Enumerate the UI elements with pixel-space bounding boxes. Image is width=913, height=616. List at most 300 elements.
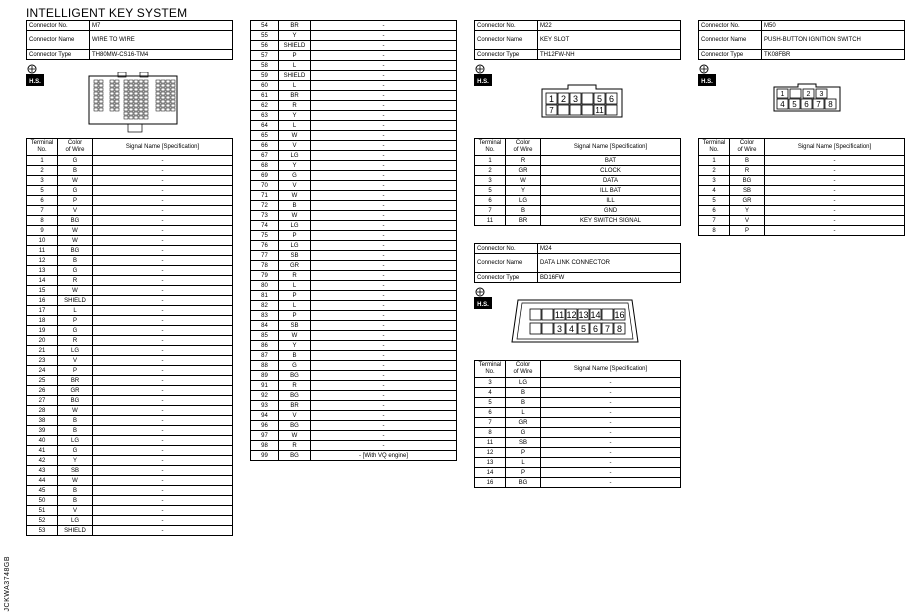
- table-row: [251, 371, 457, 381]
- table-row: [27, 246, 233, 256]
- terminal-no-cell: 42: [27, 456, 58, 466]
- terminal-no-cell: 12: [475, 448, 506, 458]
- document-code: JCKWA3748GB: [4, 556, 11, 612]
- pin-number: 7: [604, 324, 611, 334]
- terminal-no-cell: 2: [27, 166, 58, 176]
- label-connector-type: Connector Type: [475, 50, 538, 60]
- terminal-no-cell: 74: [251, 221, 279, 231]
- m50-connector-name: PUSH-BUTTON IGNITION SWITCH: [762, 31, 905, 50]
- terminal-no-cell: 99: [251, 451, 279, 461]
- wire-color-cell: R: [58, 336, 93, 346]
- terminal-no-cell: 15: [27, 286, 58, 296]
- terminal-no-cell: 40: [27, 436, 58, 446]
- wire-color-cell: V: [279, 181, 311, 191]
- terminal-no-cell: 43: [27, 466, 58, 476]
- m7-info: [26, 20, 233, 60]
- signal-name-cell: -: [93, 166, 233, 176]
- wire-color-cell: B: [58, 166, 93, 176]
- terminal-no-cell: 18: [27, 316, 58, 326]
- terminal-no-cell: 53: [27, 526, 58, 536]
- wire-color-cell: BG: [730, 176, 765, 186]
- signal-name-cell: -: [93, 376, 233, 386]
- table-row: [27, 256, 233, 266]
- signal-name-cell: -: [93, 416, 233, 426]
- m7-connector-type: TH80MW-CS16-TM4: [90, 50, 233, 60]
- wire-color-cell: SB: [730, 186, 765, 196]
- m24-connector-name: DATA LINK CONNECTOR: [538, 254, 681, 273]
- terminal-no-cell: 52: [27, 516, 58, 526]
- terminal-no-cell: 19: [27, 326, 58, 336]
- signal-name-cell: -: [765, 176, 905, 186]
- label-connector-no: Connector No.: [475, 21, 538, 31]
- wire-color-cell: W: [58, 236, 93, 246]
- wire-color-cell: SB: [506, 438, 541, 448]
- signal-name-cell: -: [541, 408, 681, 418]
- color-header: Color of Wire: [58, 139, 93, 156]
- pin-number: 4: [780, 100, 785, 109]
- table-row: [251, 221, 457, 231]
- wire-color-cell: G: [506, 428, 541, 438]
- terminal-no-cell: 7: [699, 216, 730, 226]
- table-row: [251, 401, 457, 411]
- table-row: [251, 31, 457, 41]
- terminal-no-cell: 5: [699, 196, 730, 206]
- signal-name-cell: -: [311, 151, 457, 161]
- table-row: [27, 306, 233, 316]
- terminal-no-cell: 45: [27, 486, 58, 496]
- pin-number: 7: [816, 100, 821, 109]
- table-row: [475, 216, 681, 226]
- m50-connector-no: M50: [762, 21, 905, 31]
- signal-name-cell: -: [311, 421, 457, 431]
- terminal-no-cell: 54: [251, 21, 279, 31]
- signal-name-cell: -: [93, 196, 233, 206]
- table-row: [475, 378, 681, 388]
- wire-color-cell: Y: [279, 111, 311, 121]
- signal-name-cell: -: [765, 156, 905, 166]
- wire-color-cell: SHIELD: [279, 71, 311, 81]
- terminal-no-cell: 77: [251, 251, 279, 261]
- signal-name-cell: -: [311, 441, 457, 451]
- pin-cavity: [582, 93, 593, 104]
- terminal-no-cell: 5: [475, 398, 506, 408]
- wire-color-cell: W: [506, 176, 541, 186]
- terminal-no-cell: 7: [475, 206, 506, 216]
- table-row: [27, 276, 233, 286]
- terminal-no-cell: 71: [251, 191, 279, 201]
- signal-name-cell: -: [311, 331, 457, 341]
- terminal-no-cell: 1: [27, 156, 58, 166]
- wire-color-cell: LG: [506, 196, 541, 206]
- signal-header: Signal Name [Specification]: [541, 139, 681, 156]
- table-row: [251, 41, 457, 51]
- signal-name-cell: -: [93, 516, 233, 526]
- terminal-no-header: Terminal No.: [475, 361, 506, 378]
- pin-cavity: [530, 323, 541, 334]
- wire-color-cell: W: [58, 226, 93, 236]
- signal-name-cell: -: [93, 316, 233, 326]
- signal-name-cell: -: [765, 216, 905, 226]
- signal-name-cell: GND: [541, 206, 681, 216]
- pin-cavity: [790, 89, 801, 98]
- wire-color-cell: B: [730, 156, 765, 166]
- terminal-no-cell: 4: [475, 388, 506, 398]
- terminal-no-cell: 6: [475, 196, 506, 206]
- wire-color-cell: W: [58, 406, 93, 416]
- signal-name-cell: -: [93, 406, 233, 416]
- signal-name-cell: -: [93, 276, 233, 286]
- signal-name-cell: - [With VQ engine]: [311, 451, 457, 461]
- wire-color-cell: Y: [279, 341, 311, 351]
- wire-color-cell: BG: [279, 391, 311, 401]
- table-row: [251, 101, 457, 111]
- wire-color-cell: P: [58, 196, 93, 206]
- wire-color-cell: W: [279, 131, 311, 141]
- table-row: [27, 186, 233, 196]
- terminal-no-cell: 3: [475, 378, 506, 388]
- terminal-no-cell: 70: [251, 181, 279, 191]
- table-row: [27, 156, 233, 166]
- signal-name-cell: -: [311, 221, 457, 231]
- terminal-no-cell: 28: [27, 406, 58, 416]
- table-row: [251, 251, 457, 261]
- table-row: [27, 176, 233, 186]
- m7-terminal-table-b: [250, 20, 457, 461]
- terminal-no-cell: 97: [251, 431, 279, 441]
- table-row: [27, 326, 233, 336]
- wire-color-cell: LG: [506, 378, 541, 388]
- wire-color-cell: W: [58, 176, 93, 186]
- terminal-no-cell: 25: [27, 376, 58, 386]
- wire-color-cell: Y: [506, 186, 541, 196]
- terminal-no-cell: 98: [251, 441, 279, 451]
- wire-color-cell: B: [506, 206, 541, 216]
- signal-header: Signal Name [Specification]: [541, 361, 681, 378]
- terminal-no-cell: 91: [251, 381, 279, 391]
- wire-color-cell: B: [506, 388, 541, 398]
- signal-name-cell: ILL BAT: [541, 186, 681, 196]
- hs-icon: [26, 64, 44, 86]
- wire-color-cell: L: [506, 408, 541, 418]
- wire-color-cell: SB: [58, 466, 93, 476]
- signal-name-cell: -: [311, 381, 457, 391]
- table-row: [251, 311, 457, 321]
- pin-number: 13: [578, 310, 589, 320]
- wire-color-cell: Y: [730, 206, 765, 216]
- signal-name-cell: -: [93, 176, 233, 186]
- wire-color-cell: SHIELD: [58, 296, 93, 306]
- table-row: [475, 458, 681, 468]
- terminal-no-cell: 93: [251, 401, 279, 411]
- signal-name-cell: -: [541, 388, 681, 398]
- wire-color-cell: BR: [279, 21, 311, 31]
- table-row: [251, 331, 457, 341]
- terminal-no-cell: 11: [27, 246, 58, 256]
- pin-number: 5: [580, 324, 587, 334]
- table-row: [251, 291, 457, 301]
- table-row: [27, 506, 233, 516]
- pin-number: 1: [548, 94, 555, 104]
- terminal-no-header: Terminal No.: [475, 139, 506, 156]
- pin-number: 6: [804, 100, 809, 109]
- terminal-no-cell: 9: [27, 226, 58, 236]
- signal-name-cell: DATA: [541, 176, 681, 186]
- signal-name-cell: -: [541, 448, 681, 458]
- label-connector-no: Connector No.: [27, 21, 90, 31]
- wire-color-cell: R: [279, 271, 311, 281]
- signal-name-cell: -: [311, 191, 457, 201]
- terminal-no-cell: 60: [251, 81, 279, 91]
- terminal-no-cell: 82: [251, 301, 279, 311]
- table-row: [251, 411, 457, 421]
- signal-name-cell: -: [311, 401, 457, 411]
- table-row: [251, 361, 457, 371]
- signal-name-cell: -: [93, 476, 233, 486]
- label-connector-name: Connector Name: [475, 254, 538, 273]
- wire-color-cell: BG: [58, 216, 93, 226]
- terminal-no-cell: 5: [27, 186, 58, 196]
- terminal-no-cell: 96: [251, 421, 279, 431]
- wire-color-cell: R: [506, 156, 541, 166]
- terminal-no-cell: 14: [27, 276, 58, 286]
- wire-color-cell: BG: [58, 396, 93, 406]
- signal-name-cell: -: [541, 458, 681, 468]
- signal-name-cell: -: [93, 496, 233, 506]
- table-row: [251, 351, 457, 361]
- terminal-no-cell: 88: [251, 361, 279, 371]
- wire-color-cell: V: [279, 411, 311, 421]
- signal-name-cell: -: [541, 468, 681, 478]
- signal-name-cell: -: [93, 186, 233, 196]
- wire-color-cell: LG: [279, 241, 311, 251]
- table-row: [251, 391, 457, 401]
- table-row: [27, 166, 233, 176]
- terminal-no-cell: 67: [251, 151, 279, 161]
- signal-name-cell: CLOCK: [541, 166, 681, 176]
- pin-number: 8: [828, 100, 833, 109]
- wire-color-cell: P: [730, 226, 765, 236]
- wire-color-cell: GR: [279, 261, 311, 271]
- signal-name-cell: -: [93, 236, 233, 246]
- terminal-no-cell: 72: [251, 201, 279, 211]
- terminal-no-cell: 3: [27, 176, 58, 186]
- wire-color-cell: GR: [506, 418, 541, 428]
- terminal-no-cell: 39: [27, 426, 58, 436]
- terminal-no-cell: 44: [27, 476, 58, 486]
- signal-name-cell: -: [541, 478, 681, 488]
- wire-color-cell: SB: [279, 321, 311, 331]
- pin-number: 6: [608, 94, 615, 104]
- wire-color-cell: GR: [506, 166, 541, 176]
- m50-connector-type: TK08FBR: [762, 50, 905, 60]
- signal-name-cell: -: [311, 181, 457, 191]
- terminal-no-cell: 68: [251, 161, 279, 171]
- table-row: [27, 296, 233, 306]
- terminal-no-cell: 41: [27, 446, 58, 456]
- signal-name-cell: -: [311, 301, 457, 311]
- wire-color-cell: LG: [279, 221, 311, 231]
- wire-color-cell: GR: [730, 196, 765, 206]
- wire-color-cell: W: [279, 431, 311, 441]
- wire-color-cell: W: [58, 476, 93, 486]
- terminal-no-cell: 2: [475, 166, 506, 176]
- wire-color-cell: P: [279, 291, 311, 301]
- signal-name-cell: -: [93, 286, 233, 296]
- wire-color-cell: Y: [279, 161, 311, 171]
- m24-connector-type: BD16FW: [538, 273, 681, 283]
- wire-color-cell: LG: [58, 346, 93, 356]
- terminal-no-cell: 13: [27, 266, 58, 276]
- wire-color-cell: GR: [58, 386, 93, 396]
- signal-name-cell: -: [93, 156, 233, 166]
- signal-name-cell: -: [311, 91, 457, 101]
- label-connector-no: Connector No.: [475, 244, 538, 254]
- signal-name-cell: -: [765, 206, 905, 216]
- terminal-no-cell: 8: [475, 428, 506, 438]
- table-row: [27, 346, 233, 356]
- wire-color-cell: R: [279, 441, 311, 451]
- terminal-no-cell: 94: [251, 411, 279, 421]
- signal-name-cell: -: [93, 396, 233, 406]
- terminal-no-cell: 3: [475, 176, 506, 186]
- table-row: [27, 316, 233, 326]
- wire-color-cell: BG: [506, 478, 541, 488]
- table-row: [699, 176, 905, 186]
- label-connector-name: Connector Name: [699, 31, 762, 50]
- svg-text:H.S.: H.S.: [477, 79, 489, 85]
- terminal-no-cell: 50: [27, 496, 58, 506]
- signal-name-cell: -: [93, 366, 233, 376]
- table-row: [475, 186, 681, 196]
- table-row: [699, 226, 905, 236]
- terminal-no-cell: 13: [475, 458, 506, 468]
- pin-cavity: [582, 105, 593, 115]
- terminal-no-cell: 6: [27, 196, 58, 206]
- table-row: [475, 478, 681, 488]
- wire-color-cell: BR: [506, 216, 541, 226]
- signal-name-cell: -: [311, 71, 457, 81]
- table-row: [27, 396, 233, 406]
- wire-color-cell: G: [58, 266, 93, 276]
- wire-color-cell: W: [279, 191, 311, 201]
- m24-terminal-table: [474, 360, 681, 488]
- table-row: [27, 386, 233, 396]
- pin-number: 8: [616, 324, 623, 334]
- table-row: [251, 421, 457, 431]
- table-row: [27, 436, 233, 446]
- wire-color-cell: B: [279, 201, 311, 211]
- table-row: [251, 21, 457, 31]
- signal-name-cell: -: [311, 41, 457, 51]
- wire-color-cell: P: [506, 468, 541, 478]
- terminal-no-cell: 64: [251, 121, 279, 131]
- table-row: [251, 241, 457, 251]
- signal-name-cell: -: [93, 296, 233, 306]
- signal-name-cell: -: [541, 438, 681, 448]
- table-row: [251, 211, 457, 221]
- terminal-no-cell: 3: [699, 176, 730, 186]
- m24-info: [474, 243, 681, 283]
- m50-info: [698, 20, 905, 60]
- m7-terminal-table-a: [26, 138, 233, 536]
- wire-color-cell: G: [279, 171, 311, 181]
- terminal-no-cell: 87: [251, 351, 279, 361]
- table-row: [475, 448, 681, 458]
- label-connector-type: Connector Type: [27, 50, 90, 60]
- table-row: [27, 206, 233, 216]
- color-header: Color of Wire: [730, 139, 765, 156]
- signal-name-cell: -: [93, 486, 233, 496]
- terminal-no-cell: 86: [251, 341, 279, 351]
- signal-name-cell: -: [311, 241, 457, 251]
- signal-name-cell: -: [311, 371, 457, 381]
- pin-number: 2: [806, 91, 811, 98]
- wire-color-cell: BR: [58, 376, 93, 386]
- terminal-no-cell: 7: [475, 418, 506, 428]
- label-connector-no: Connector No.: [699, 21, 762, 31]
- table-row: [475, 176, 681, 186]
- signal-name-cell: -: [311, 281, 457, 291]
- wire-color-cell: V: [58, 506, 93, 516]
- terminal-no-cell: 66: [251, 141, 279, 151]
- wire-color-cell: BG: [279, 451, 311, 461]
- signal-header: Signal Name [Specification]: [93, 139, 233, 156]
- wire-color-cell: L: [279, 281, 311, 291]
- wire-color-cell: R: [279, 101, 311, 111]
- terminal-no-cell: 61: [251, 91, 279, 101]
- signal-name-cell: -: [93, 426, 233, 436]
- table-row: [27, 336, 233, 346]
- table-row: [27, 266, 233, 276]
- wire-color-cell: P: [279, 311, 311, 321]
- table-row: [699, 206, 905, 216]
- wire-color-cell: BG: [279, 371, 311, 381]
- wire-color-cell: P: [506, 448, 541, 458]
- wire-color-cell: LG: [58, 516, 93, 526]
- table-row: [699, 196, 905, 206]
- signal-name-cell: -: [541, 398, 681, 408]
- table-row: [251, 281, 457, 291]
- table-row: [27, 366, 233, 376]
- signal-name-cell: -: [311, 261, 457, 271]
- table-row: [27, 376, 233, 386]
- pin-number: 3: [556, 324, 563, 334]
- wire-color-cell: P: [279, 231, 311, 241]
- signal-name-cell: -: [765, 166, 905, 176]
- signal-name-cell: BAT: [541, 156, 681, 166]
- wire-color-cell: L: [279, 81, 311, 91]
- wire-color-cell: V: [58, 356, 93, 366]
- signal-name-cell: -: [311, 231, 457, 241]
- pin-number: 6: [592, 324, 599, 334]
- table-row: [27, 216, 233, 226]
- terminal-no-cell: 16: [475, 478, 506, 488]
- table-row: [27, 486, 233, 496]
- terminal-no-cell: 89: [251, 371, 279, 381]
- label-connector-type: Connector Type: [475, 273, 538, 283]
- pin-number: 5: [596, 94, 603, 104]
- terminal-no-cell: 10: [27, 236, 58, 246]
- hs-icon: [474, 287, 492, 309]
- table-row: [27, 446, 233, 456]
- wire-color-cell: SB: [279, 251, 311, 261]
- table-row: [251, 431, 457, 441]
- signal-name-cell: -: [311, 101, 457, 111]
- m22-connector-name: KEY SLOT: [538, 31, 681, 50]
- pin-cavity: [570, 105, 581, 115]
- signal-name-cell: -: [765, 186, 905, 196]
- hs-icon: [474, 64, 492, 86]
